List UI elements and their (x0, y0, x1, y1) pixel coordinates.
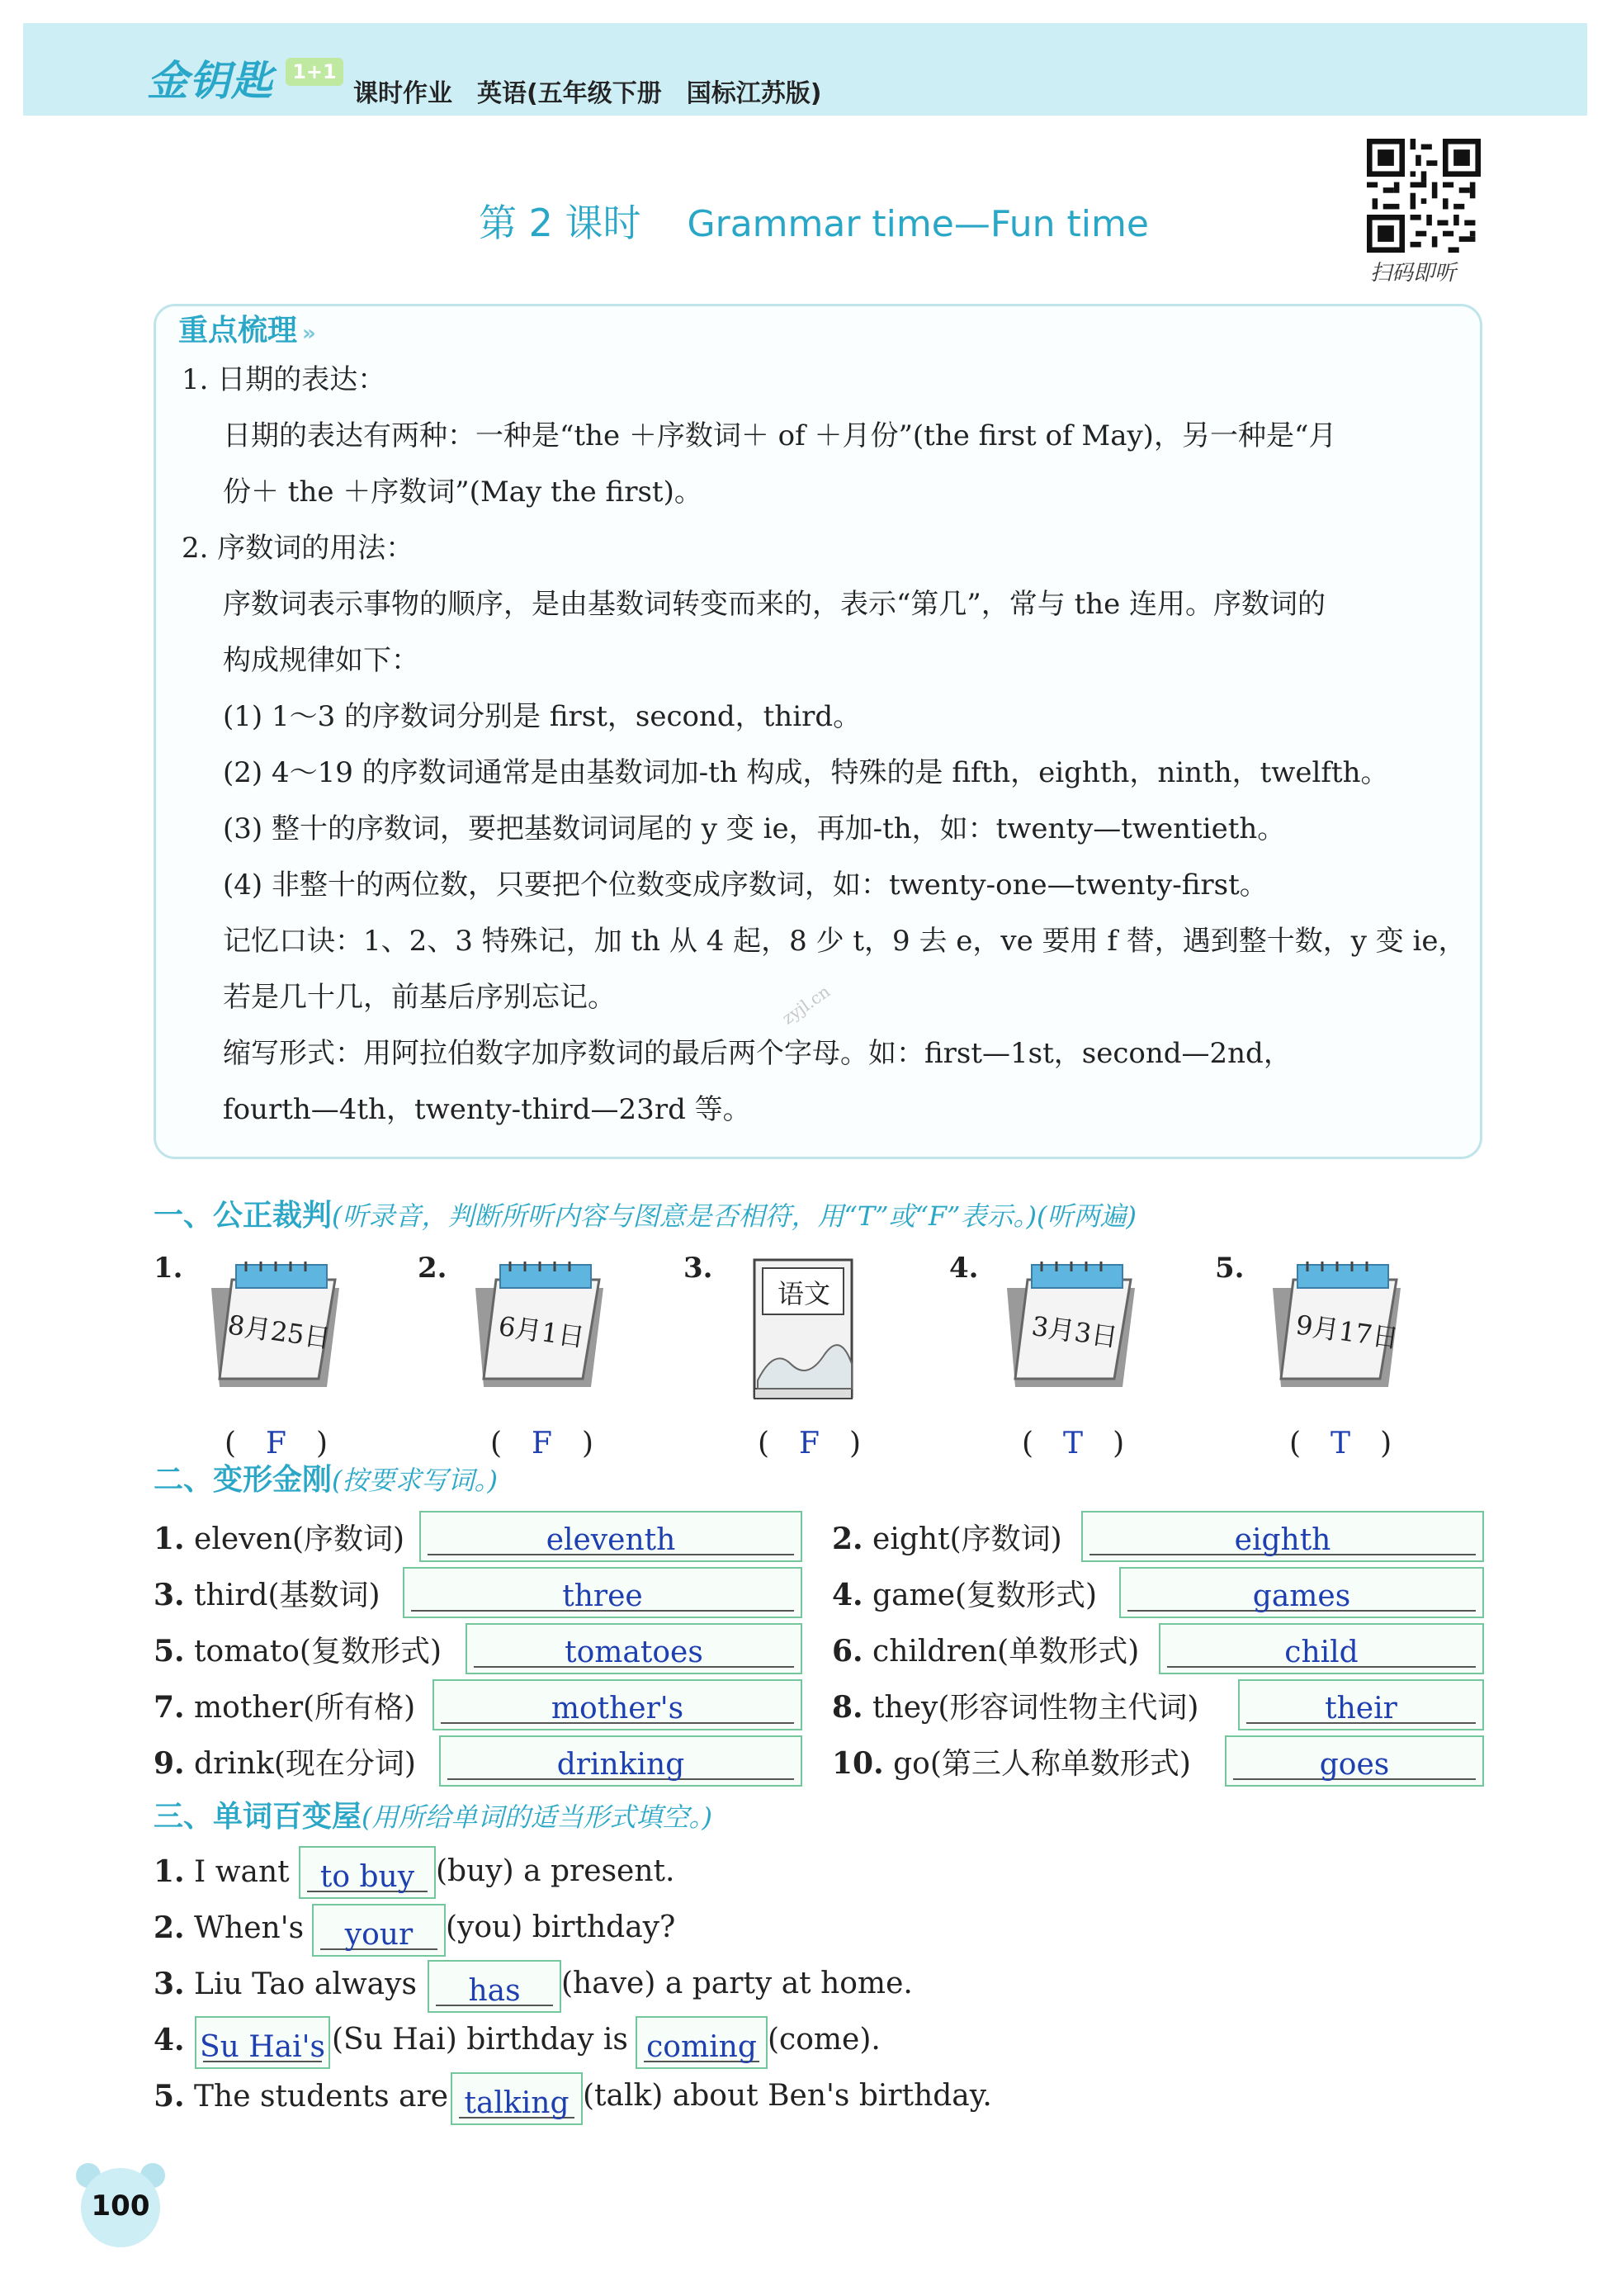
section-1-note: (听录音，判断所听内容与图意是否相符，用“T”或“F”表示。)(听两遍) (332, 1200, 1137, 1232)
calendar-date: 8月25日 (225, 1309, 333, 1355)
item-number: 8. (832, 1690, 863, 1725)
answer-field[interactable] (1159, 1623, 1484, 1674)
calendar-date: 6月1日 (496, 1309, 587, 1354)
lesson-title (479, 193, 1149, 248)
answer-value: eleventh (546, 1523, 676, 1557)
item-hint: (buy) a present. (436, 1854, 675, 1888)
item-number: 6. (832, 1634, 863, 1669)
answer-bracket: ( T ) (1289, 1427, 1392, 1460)
answer-value: Su Hai's (199, 2030, 326, 2064)
transform-item (832, 1684, 1198, 1726)
answer-value: their (1325, 1692, 1397, 1726)
answer-value: to buy (319, 1860, 415, 1894)
answer-field[interactable] (1225, 1735, 1484, 1787)
answer-field[interactable] (466, 1623, 802, 1674)
answer-value: drinking (556, 1748, 685, 1782)
item-prompt: eight(序数词) (872, 1522, 1062, 1556)
lesson-number: 第 2 课时 (479, 201, 641, 245)
key-line: 构成规律如下： (223, 644, 419, 677)
qr-code-icon[interactable] (1367, 139, 1481, 253)
answer-value: coming (646, 2030, 757, 2064)
item-number: 10. (832, 1746, 884, 1781)
item-text: When's (194, 1911, 305, 1945)
item-hint: (you) birthday? (446, 1910, 676, 1944)
key-line: 缩写形式：用阿拉伯数字加序数词的最后两个字母。如：first—1st，second—2nd， (223, 1037, 1292, 1070)
answer-value: talking (464, 2086, 570, 2120)
transform-item (154, 1684, 415, 1726)
transform-item (154, 1740, 416, 1782)
section-1-title: 一、公正裁判 (154, 1199, 333, 1233)
answer-field[interactable] (432, 1679, 802, 1730)
item-prompt: drink(现在分词) (194, 1747, 416, 1781)
item-text: Liu Tao always (194, 1967, 417, 2001)
brand-badge: 1+1 (286, 58, 343, 86)
fill-item (154, 2023, 185, 2057)
item-hint: (have) a party at home. (561, 1967, 913, 2000)
item-hint: (come). (768, 2023, 881, 2057)
section-1-heading (154, 1192, 1137, 1234)
item-prompt: children(单数形式) (872, 1635, 1140, 1669)
answer-field[interactable] (312, 1904, 446, 1957)
answer-bracket: ( F ) (490, 1427, 594, 1460)
answer-field[interactable] (451, 2072, 583, 2125)
question-number: 2. (418, 1252, 447, 1285)
transform-item (832, 1572, 1097, 1614)
watermark: zyjl.cn (778, 981, 834, 1029)
item-prompt: eleven(序数词) (194, 1522, 405, 1556)
qr-label: 扫码即听 (1370, 261, 1457, 286)
section-3-title: 三、单词百变屋 (154, 1800, 362, 1834)
answer-value[interactable]: F (266, 1427, 287, 1460)
answer-value[interactable]: T (1063, 1427, 1084, 1460)
item-text: The students are (194, 2080, 449, 2114)
answer-value[interactable]: F (799, 1427, 820, 1460)
answer-field[interactable] (428, 1960, 561, 2013)
answer-field[interactable] (439, 1735, 802, 1787)
item-prompt: they(形容词性物主代词) (872, 1691, 1199, 1725)
transform-item (154, 1628, 442, 1670)
key-line: 日期的表达有两种：一种是“the ＋序数词＋ of ＋月份”(the first of May)，另一种是“月 (223, 419, 1337, 452)
item-number: 4. (154, 2023, 185, 2057)
answer-field[interactable] (419, 1511, 802, 1562)
item-number: 1. (154, 1522, 185, 1556)
fill-item (154, 1967, 417, 2001)
book-subtitle: 课时作业 英语(五年级下册 国标江苏版) (353, 79, 822, 108)
answer-value: child (1284, 1636, 1359, 1669)
item-number: 3. (154, 1967, 185, 2001)
fill-item (154, 2079, 448, 2114)
item-number: 3. (154, 1578, 185, 1612)
answer-value: eighth (1234, 1523, 1331, 1557)
key-line: fourth—4th，twenty-third—23rd 等。 (223, 1093, 751, 1126)
question-number: 4. (949, 1252, 979, 1285)
answer-field[interactable] (403, 1567, 802, 1618)
section-2-heading (154, 1456, 498, 1498)
key-line: 2. 序数词的用法： (182, 532, 414, 565)
item-number: 2. (832, 1522, 863, 1556)
answer-field[interactable] (195, 2016, 330, 2069)
answer-field[interactable] (1238, 1679, 1484, 1730)
item-number: 9. (154, 1746, 185, 1781)
transform-item (832, 1740, 1191, 1782)
answer-value: goes (1319, 1748, 1390, 1782)
item-number: 1. (154, 1854, 185, 1889)
answer-value: your (344, 1918, 414, 1952)
key-points-title (178, 307, 316, 349)
key-line: (4) 非整十的两位数，只要把个位数变成序数词，如：twenty-one—twenty-first。 (223, 869, 1268, 902)
calendar-date: 9月17日 (1293, 1309, 1401, 1355)
answer-field[interactable] (1119, 1567, 1484, 1618)
section-3-heading (154, 1793, 712, 1835)
section-2-title: 二、变形金刚 (154, 1463, 333, 1497)
answer-value[interactable]: T (1331, 1427, 1351, 1460)
page-number: 100 (91, 2189, 150, 2223)
item-prompt: go(第三人称单数形式) (893, 1747, 1191, 1781)
item-prompt: mother(所有格) (194, 1691, 416, 1725)
answer-value: has (468, 1974, 521, 2008)
question-number: 1. (154, 1252, 183, 1285)
answer-bracket: ( F ) (758, 1427, 862, 1460)
answer-field[interactable] (1081, 1511, 1484, 1562)
item-number: 2. (154, 1910, 185, 1945)
calendar-date: 3月3日 (1029, 1309, 1120, 1354)
key-line: 若是几十几，前基后序别忘记。 (223, 981, 616, 1014)
answer-field[interactable] (636, 2016, 768, 2069)
key-line: (2) 4～19 的序数词通常是由基数词加-th 构成，特殊的是 fifth，eighth，ninth，twelfth。 (223, 756, 1389, 789)
answer-value[interactable]: F (532, 1427, 553, 1460)
item-prompt: third(基数词) (194, 1579, 380, 1612)
answer-value: three (562, 1579, 643, 1613)
answer-field[interactable] (299, 1846, 436, 1899)
book-title: 语文 (777, 1278, 830, 1309)
item-text: (Su Hai) birthday is (332, 2023, 628, 2057)
key-line: (3) 整十的序数词，要把基数词词尾的 y 变 ie，再加-th，如：twenty—twentieth。 (223, 812, 1286, 845)
item-text: I want (194, 1855, 290, 1889)
key-line: 记忆口诀：1、2、3 特殊记，加 th 从 4 起，8 少 t，9 去 e，ve 要用 f 替，遇到整十数，y 变 ie， (223, 925, 1467, 958)
item-prompt: tomato(复数形式) (194, 1635, 442, 1669)
question-number: 5. (1215, 1252, 1245, 1285)
item-prompt: game(复数形式) (872, 1579, 1098, 1612)
key-line: 份＋ the ＋序数词”(May the first)。 (223, 476, 702, 509)
key-line: 序数词表示事物的顺序，是由基数词转变而来的，表示“第几”，常与 the 连用。序数词的 (223, 588, 1326, 621)
chevron-right-icon: » (302, 321, 316, 346)
transform-item (154, 1516, 404, 1558)
item-number: 4. (832, 1578, 863, 1612)
answer-value: tomatoes (565, 1636, 703, 1669)
question-number: 3. (683, 1252, 713, 1285)
answer-value: mother's (551, 1692, 684, 1726)
item-hint: (talk) about Ben's birthday. (583, 2079, 992, 2113)
transform-item (832, 1628, 1139, 1670)
item-number: 5. (154, 1634, 185, 1669)
answer-bracket: ( F ) (225, 1427, 328, 1460)
brand-logo: 金钥匙 (147, 57, 273, 105)
item-number: 7. (154, 1690, 185, 1725)
key-points-title-text: 重点梳理 (178, 314, 298, 348)
key-line: 1. 日期的表达： (182, 363, 386, 396)
transform-item (154, 1572, 380, 1614)
transform-item (832, 1516, 1062, 1558)
answer-value: games (1252, 1579, 1351, 1613)
lesson-topic: Grammar time—Fun time (687, 203, 1149, 245)
section-3-note: (用所给单词的适当形式填空。) (362, 1801, 712, 1833)
answer-bracket: ( T ) (1022, 1427, 1125, 1460)
fill-item (154, 1854, 290, 1889)
section-2-note: (按要求写词。) (332, 1465, 498, 1496)
key-line: (1) 1～3 的序数词分别是 first，second，third。 (223, 700, 862, 733)
fill-item (154, 1910, 304, 1945)
item-number: 5. (154, 2079, 185, 2114)
